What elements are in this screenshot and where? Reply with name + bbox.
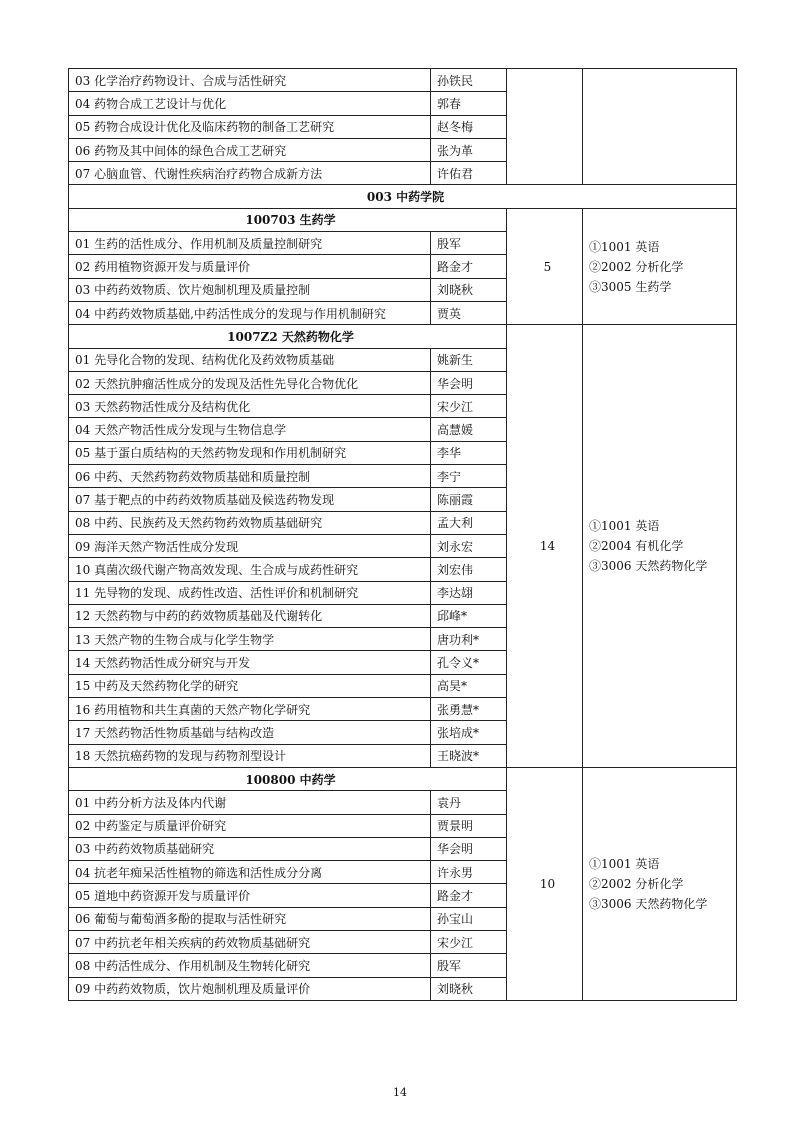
- direction-cell: 09 海洋天然产物活性成分发现: [69, 534, 431, 557]
- supervisor-cell: 殷军: [431, 232, 507, 255]
- supervisor-cell: 王晓波*: [431, 744, 507, 767]
- direction-cell: 03 中药药效物质、饮片炮制机理及质量控制: [69, 278, 431, 301]
- exam-subject: ②2002 分析化学: [589, 259, 684, 274]
- enrollment-count: 14: [507, 325, 583, 768]
- direction-cell: 04 天然产物活性成分发现与生物信息学: [69, 418, 431, 441]
- direction-cell: 05 药物合成设计优化及临床药物的制备工艺研究: [69, 115, 431, 138]
- direction-cell: 01 中药分析方法及体内代谢: [69, 791, 431, 814]
- direction-cell: 07 基于靶点的中药药效物质基础及候选药物发现: [69, 488, 431, 511]
- supervisor-cell: 李华: [431, 441, 507, 464]
- supervisor-cell: 袁丹: [431, 791, 507, 814]
- supervisor-cell: 孙铁民: [431, 69, 507, 92]
- supervisor-cell: 路金才: [431, 884, 507, 907]
- direction-cell: 15 中药及天然药物化学的研究: [69, 674, 431, 697]
- direction-cell: 06 药物及其中间体的绿色合成工艺研究: [69, 138, 431, 161]
- direction-cell: 07 中药抗老年相关疾病的药效物质基础研究: [69, 930, 431, 953]
- major-header-row: [69, 325, 737, 348]
- exam-cell: [583, 69, 737, 185]
- direction-cell: 03 中药药效物质基础研究: [69, 837, 431, 860]
- enrollment-count: 10: [507, 767, 583, 1000]
- direction-cell: 08 中药活性成分、作用机制及生物转化研究: [69, 954, 431, 977]
- supervisor-cell: 许佑君: [431, 162, 507, 185]
- major-title: 1007Z2 天然药物化学: [69, 325, 507, 348]
- supervisor-cell: 许永男: [431, 861, 507, 884]
- direction-cell: 13 天然产物的生物合成与化学生物学: [69, 628, 431, 651]
- direction-cell: 06 葡萄与葡萄酒多酚的提取与活性研究: [69, 907, 431, 930]
- enrollment-count: 5: [507, 208, 583, 324]
- supervisor-cell: 姚新生: [431, 348, 507, 371]
- major-title: 100703 生药学: [69, 208, 507, 231]
- direction-cell: 08 中药、民族药及天然药物药效物质基础研究: [69, 511, 431, 534]
- supervisor-cell: 刘宏伟: [431, 558, 507, 581]
- direction-cell: 17 天然药物活性物质基础与结构改造: [69, 721, 431, 744]
- exam-subject: ①1001 英语: [589, 519, 660, 534]
- enrollment-cell: [507, 69, 583, 185]
- supervisor-cell: 孙宝山: [431, 907, 507, 930]
- supervisor-cell: 张勇慧*: [431, 698, 507, 721]
- exam-subject: ②2002 分析化学: [589, 876, 684, 891]
- direction-cell: 07 心脑血管、代谢性疾病治疗药物合成新方法: [69, 162, 431, 185]
- direction-cell: 04 抗老年痴呆活性植物的筛选和活性成分分离: [69, 861, 431, 884]
- supervisor-cell: 赵冬梅: [431, 115, 507, 138]
- direction-cell: 03 天然药物活性成分及结构优化: [69, 395, 431, 418]
- supervisor-cell: 贾景明: [431, 814, 507, 837]
- supervisor-cell: 陈丽霞: [431, 488, 507, 511]
- direction-cell: 10 真菌次级代谢产物高效发现、生合成与成药性研究: [69, 558, 431, 581]
- exam-subject: ③3006 天然药物化学: [589, 559, 708, 574]
- supervisor-cell: 高慧媛: [431, 418, 507, 441]
- direction-cell: 03 化学治疗药物设计、合成与活性研究: [69, 69, 431, 92]
- major-header-row: [69, 767, 737, 790]
- supervisor-cell: 刘晓秋: [431, 977, 507, 1000]
- exam-subject: ③3006 天然药物化学: [589, 896, 708, 911]
- supervisor-cell: 邱峰*: [431, 604, 507, 627]
- supervisor-cell: 孟大利: [431, 511, 507, 534]
- direction-cell: 18 天然抗癌药物的发现与药物剂型设计: [69, 744, 431, 767]
- supervisor-cell: 孔令义*: [431, 651, 507, 674]
- major-title: 100800 中药学: [69, 767, 507, 790]
- supervisor-cell: 李达翃: [431, 581, 507, 604]
- direction-cell: 05 道地中药资源开发与质量评价: [69, 884, 431, 907]
- supervisor-cell: 张培成*: [431, 721, 507, 744]
- college-row: [69, 185, 737, 208]
- supervisor-cell: 刘永宏: [431, 534, 507, 557]
- supervisor-cell: 宋少江: [431, 395, 507, 418]
- supervisor-cell: 李宁: [431, 465, 507, 488]
- direction-cell: 09 中药药效物质，饮片炮制机理及质量评价: [69, 977, 431, 1000]
- direction-cell: 06 中药、天然药物药效物质基础和质量控制: [69, 465, 431, 488]
- direction-cell: 14 天然药物活性成分研究与开发: [69, 651, 431, 674]
- exam-subject: ③3005 生药学: [589, 279, 672, 294]
- supervisor-cell: 张为革: [431, 138, 507, 161]
- program-table-body: [69, 69, 737, 1001]
- direction-cell: 01 生药的活性成分、作用机制及质量控制研究: [69, 232, 431, 255]
- supervisor-cell: 刘晓秋: [431, 278, 507, 301]
- exam-subject: ①1001 英语: [589, 856, 660, 871]
- direction-cell: 16 药用植物和共生真菌的天然产物化学研究: [69, 698, 431, 721]
- direction-cell: 02 天然抗肿瘤活性成分的发现及活性先导化合物优化: [69, 371, 431, 394]
- exam-subjects: [583, 325, 737, 768]
- direction-cell: 02 药用植物资源开发与质量评价: [69, 255, 431, 278]
- supervisor-cell: 宋少江: [431, 930, 507, 953]
- supervisor-cell: 郭春: [431, 92, 507, 115]
- direction-cell: 05 基于蛋白质结构的天然药物发现和作用机制研究: [69, 441, 431, 464]
- supervisor-cell: 贾英: [431, 301, 507, 324]
- exam-subjects: [583, 767, 737, 1000]
- supervisor-cell: 殷军: [431, 954, 507, 977]
- college-title: 003 中药学院: [69, 185, 737, 208]
- page-number: 14: [393, 1086, 407, 1099]
- direction-cell: 04 中药药效物质基础,中药活性成分的发现与作用机制研究: [69, 301, 431, 324]
- program-table: [68, 68, 737, 1001]
- exam-subjects: [583, 208, 737, 324]
- major-header-row: [69, 208, 737, 231]
- direction-cell: 12 天然药物与中药的药效物质基础及代谢转化: [69, 604, 431, 627]
- direction-cell: 01 先导化合物的发现、结构优化及药效物质基础: [69, 348, 431, 371]
- direction-cell: 11 先导物的发现、成药性改造、活性评价和机制研究: [69, 581, 431, 604]
- supervisor-cell: 华会明: [431, 837, 507, 860]
- direction-cell: 02 中药鉴定与质量评价研究: [69, 814, 431, 837]
- supervisor-cell: 唐功利*: [431, 628, 507, 651]
- direction-cell: 04 药物合成工艺设计与优化: [69, 92, 431, 115]
- supervisor-cell: 高昊*: [431, 674, 507, 697]
- exam-subject: ①1001 英语: [589, 239, 660, 254]
- supervisor-cell: 路金才: [431, 255, 507, 278]
- direction-row: [69, 69, 737, 92]
- supervisor-cell: 华会明: [431, 371, 507, 394]
- exam-subject: ②2004 有机化学: [589, 539, 684, 554]
